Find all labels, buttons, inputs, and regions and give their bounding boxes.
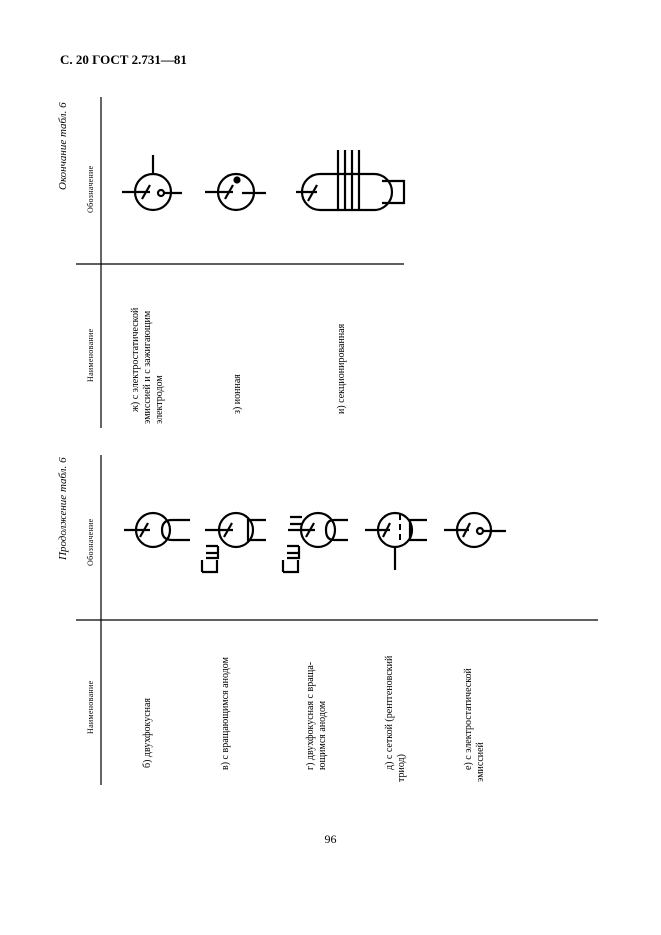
upper-row-zh-line1: ж) с электростатической xyxy=(130,307,141,412)
upper-col-name-header: Наименование xyxy=(86,328,95,382)
lower-table-caption: Продолжение табл. 6 xyxy=(57,457,69,560)
page-header: С. 20 ГОСТ 2.731—81 xyxy=(60,52,187,67)
tube-symbol-i-icon xyxy=(296,150,404,210)
lower-row-g-line1: г) двухфокусная с враща- xyxy=(305,661,316,770)
tube-symbol-zh-icon xyxy=(122,155,182,210)
lower-row-d-line1: д) с сеткой (рентгеновский xyxy=(384,655,395,770)
lower-col-name-header: Наименование xyxy=(86,680,95,734)
tube-symbol-z-icon xyxy=(205,174,266,210)
upper-row-zh-line3: электродом xyxy=(154,375,165,424)
tube-symbol-b-icon xyxy=(124,513,190,547)
page-number: 96 xyxy=(324,832,337,846)
tube-symbol-d-icon xyxy=(365,513,427,570)
lower-row-d-line2: триод) xyxy=(396,754,407,782)
lower-row-e-line1: е) с электростатической xyxy=(463,668,474,770)
upper-row-zh-line2: эмиссией и с зажигающим xyxy=(142,310,153,424)
upper-col-symbol-header: Обозначение xyxy=(86,165,95,213)
tube-symbol-e-icon xyxy=(444,513,506,547)
lower-row-v-label: в) с вращающимся анодом xyxy=(220,657,231,770)
upper-row-z-label: з) ионная xyxy=(232,374,243,414)
lower-row-b-label: б) двухфокусная xyxy=(142,697,153,768)
upper-table-caption: Окончание табл. 6 xyxy=(57,102,69,190)
lower-row-g-line2: ющимся анодом xyxy=(317,700,328,770)
lower-col-symbol-header: Обозначение xyxy=(86,518,95,566)
tube-symbol-v-icon xyxy=(202,513,266,572)
upper-row-i-label: и) секционированная xyxy=(336,323,347,414)
lower-row-e-line2: эмиссией xyxy=(475,742,486,782)
tube-symbol-g-icon xyxy=(283,513,348,572)
